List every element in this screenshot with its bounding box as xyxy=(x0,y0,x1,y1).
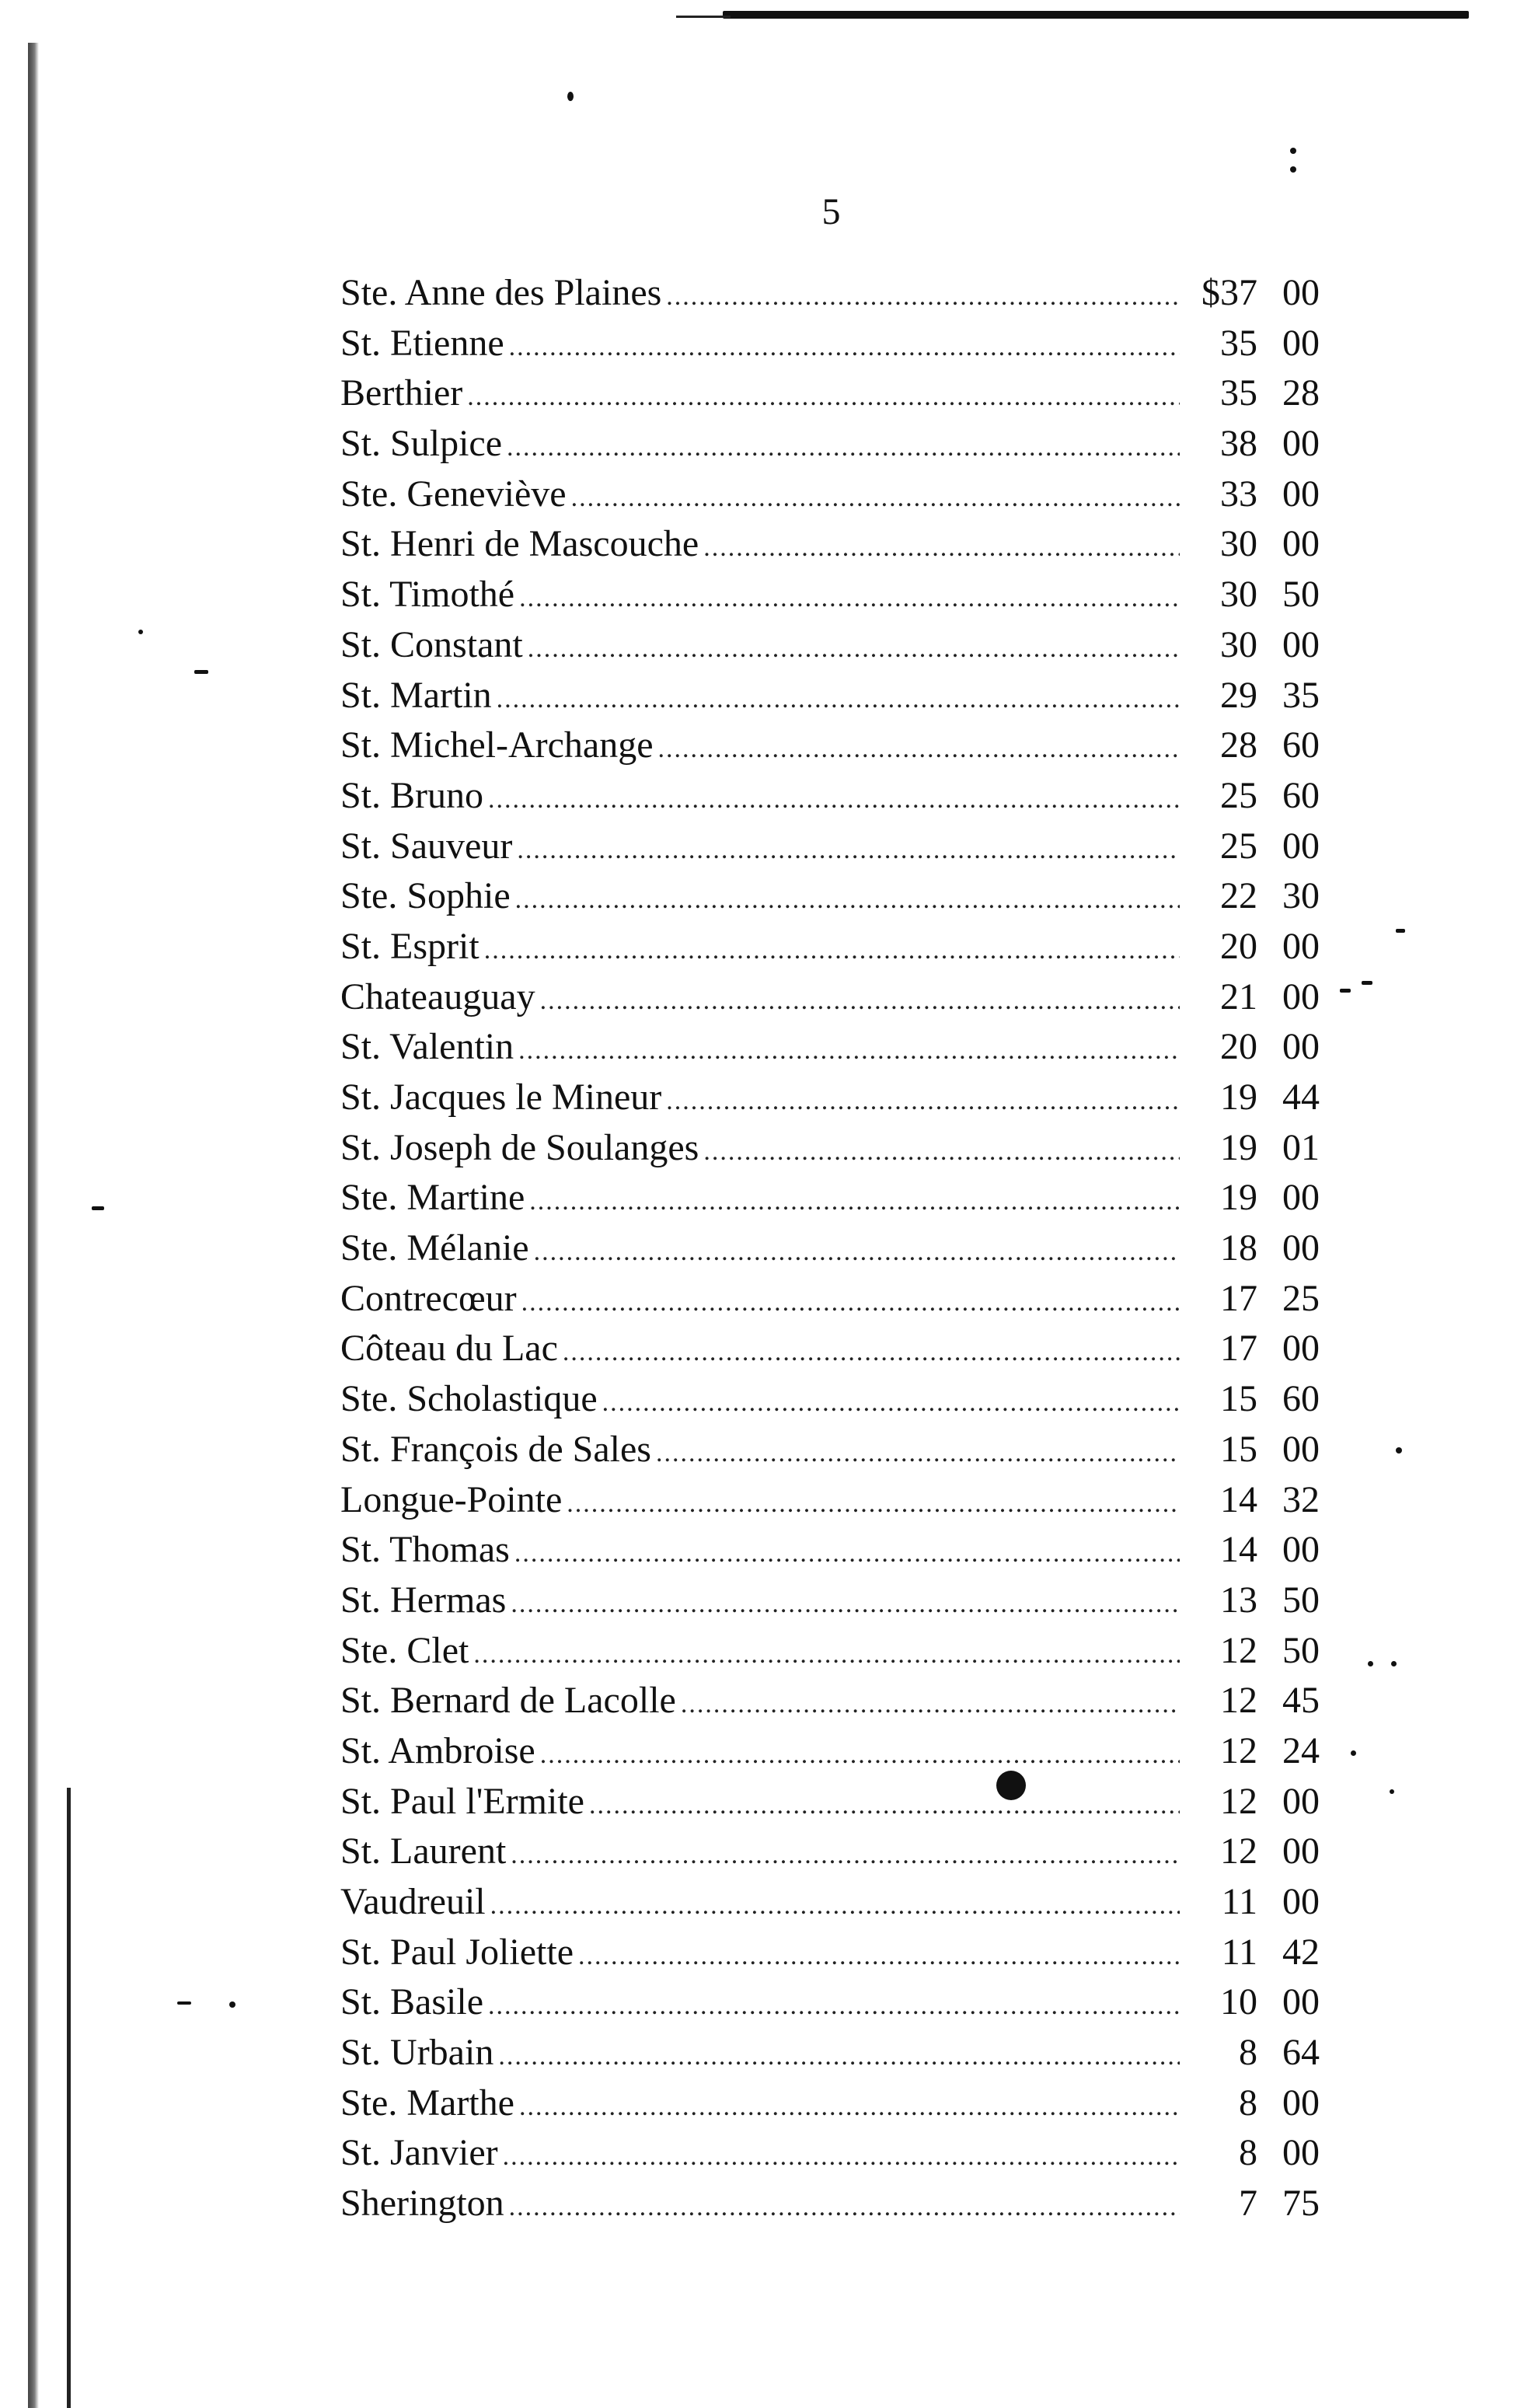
scan-speck xyxy=(1396,1447,1402,1454)
dot-leader xyxy=(563,1328,1180,1378)
amount-cents: 00 xyxy=(1282,1881,1320,1922)
dot-leader xyxy=(681,1680,1180,1730)
parish-name: St. François de Sales xyxy=(340,1428,651,1470)
amount xyxy=(1180,1274,1320,1324)
parish-name: St. Henri de Mascouche xyxy=(340,523,699,565)
dot-leader xyxy=(484,926,1180,976)
list-item xyxy=(340,1173,1320,1223)
dot-leader xyxy=(503,2132,1180,2183)
amount-dollars: 19 xyxy=(1220,1077,1257,1118)
amount-dollars: 20 xyxy=(1220,1026,1257,1068)
amount xyxy=(1180,2179,1320,2229)
parish-name: St. Michel-Archange xyxy=(340,724,654,766)
dot-leader xyxy=(488,775,1180,825)
list-item xyxy=(340,771,1320,822)
amount xyxy=(1180,2028,1320,2078)
amount-dollars: 28 xyxy=(1220,724,1257,766)
top-rule xyxy=(723,11,1469,19)
list-item xyxy=(340,1827,1320,1877)
parish-name: St. Constant xyxy=(340,623,523,665)
amount-dollars: 15 xyxy=(1220,1378,1257,1420)
amount-cents: 30 xyxy=(1282,875,1320,917)
list-item xyxy=(340,721,1320,771)
amount-dollars: 30 xyxy=(1220,623,1257,665)
amount-dollars: 35 xyxy=(1220,322,1257,364)
scan-speck xyxy=(194,670,208,674)
amount xyxy=(1180,469,1320,520)
list-item xyxy=(340,972,1320,1023)
dot-leader xyxy=(473,1630,1180,1680)
parish-name: Vaudreuil xyxy=(340,1881,486,1922)
parish-name: St. Martin xyxy=(340,674,492,716)
parish-name: Contrecœur xyxy=(340,1277,517,1319)
amount-cents: 00 xyxy=(1282,2132,1320,2174)
amount-dollars: 38 xyxy=(1220,423,1257,465)
amount-cents: 75 xyxy=(1282,2183,1320,2225)
scan-speck xyxy=(1390,1789,1394,1794)
amount-cents: 01 xyxy=(1282,1126,1320,1168)
dot-leader xyxy=(589,1781,1180,1831)
amount xyxy=(1180,2128,1320,2179)
amount-dollars: 20 xyxy=(1220,925,1257,967)
amount-cents: 64 xyxy=(1282,2032,1320,2074)
list-item xyxy=(340,1425,1320,1475)
amount xyxy=(1180,922,1320,972)
amount-dollars: 21 xyxy=(1220,975,1257,1017)
list-item xyxy=(340,1223,1320,1274)
list-item xyxy=(340,1877,1320,1928)
amount-dollars: 30 xyxy=(1220,523,1257,565)
amount-dollars: 15 xyxy=(1220,1428,1257,1470)
amount xyxy=(1180,671,1320,721)
amount-dollars: 18 xyxy=(1220,1227,1257,1269)
amount-cents: 60 xyxy=(1282,1378,1320,1420)
parish-name: St. Ambroise xyxy=(340,1729,535,1771)
amount-cents: 00 xyxy=(1282,825,1320,867)
list-item xyxy=(340,469,1320,520)
scan-speck xyxy=(138,630,143,634)
amount xyxy=(1180,1475,1320,1526)
dot-leader xyxy=(519,2082,1180,2133)
amount-cents: 00 xyxy=(1282,925,1320,967)
parish-name: St. Laurent xyxy=(340,1830,507,1872)
list-item xyxy=(340,419,1320,469)
scan-speck xyxy=(92,1206,104,1210)
scan-speck xyxy=(1340,989,1351,993)
list-item xyxy=(340,1475,1320,1526)
amount xyxy=(1180,1173,1320,1223)
amount-dollars: 35 xyxy=(1220,372,1257,414)
dot-leader xyxy=(656,1429,1180,1479)
amount-dollars: 7 xyxy=(1239,2183,1257,2225)
list-item xyxy=(340,570,1320,620)
list-item xyxy=(340,1274,1320,1324)
list-item xyxy=(340,1123,1320,1174)
amount xyxy=(1180,1877,1320,1928)
list-item xyxy=(340,2179,1320,2229)
amount xyxy=(1180,1223,1320,1274)
amount xyxy=(1180,419,1320,469)
page-number: 5 xyxy=(821,191,842,232)
dot-leader xyxy=(498,2032,1180,2082)
amount-dollars: 11 xyxy=(1221,1881,1257,1922)
parish-name: Ste. Clet xyxy=(340,1629,469,1671)
amount-cents: 50 xyxy=(1282,1579,1320,1621)
list-item xyxy=(340,1977,1320,2028)
dot-leader xyxy=(571,473,1180,524)
parish-name: St. Bernard de Lacolle xyxy=(340,1680,676,1722)
amount xyxy=(1180,1928,1320,1978)
scan-speck xyxy=(1391,1661,1397,1666)
scan-speck xyxy=(1351,1750,1356,1756)
amount-dollars: 17 xyxy=(1220,1277,1257,1319)
dot-leader xyxy=(666,272,1180,323)
amount-dollars: 19 xyxy=(1220,1177,1257,1219)
list-item xyxy=(340,1374,1320,1425)
list-item xyxy=(340,1777,1320,1827)
amount-cents: 44 xyxy=(1282,1077,1320,1118)
amount xyxy=(1180,1977,1320,2028)
parish-name: St. Thomas xyxy=(340,1529,510,1571)
list-item xyxy=(340,368,1320,419)
list-item xyxy=(340,2028,1320,2078)
amount xyxy=(1180,771,1320,822)
parish-name: Berthier xyxy=(340,372,463,414)
amount xyxy=(1180,519,1320,570)
amount xyxy=(1180,1123,1320,1174)
amount-cents: 24 xyxy=(1282,1729,1320,1771)
dot-leader xyxy=(521,1278,1180,1328)
list-item xyxy=(340,319,1320,369)
parish-name: Ste. Scholastique xyxy=(340,1378,598,1420)
amount xyxy=(1180,822,1320,872)
parish-name: St. Timothé xyxy=(340,574,515,616)
dot-leader xyxy=(540,1730,1180,1781)
amount-cents: 60 xyxy=(1282,774,1320,816)
amount-dollars: $37 xyxy=(1201,272,1257,313)
parish-name: St. Bruno xyxy=(340,774,484,816)
amount-cents: 00 xyxy=(1282,473,1320,515)
list-item xyxy=(340,1726,1320,1777)
amount-dollars: 12 xyxy=(1220,1729,1257,1771)
parish-name: St. Esprit xyxy=(340,925,480,967)
dot-leader xyxy=(514,1529,1180,1579)
dot-leader xyxy=(658,724,1180,775)
parish-name: Ste. Mélanie xyxy=(340,1227,529,1269)
amount-cents: 00 xyxy=(1282,1830,1320,1872)
parish-name: Ste. Sophie xyxy=(340,875,511,917)
amount-cents: 28 xyxy=(1282,372,1320,414)
amount-cents: 00 xyxy=(1282,1026,1320,1068)
scan-speck xyxy=(1290,166,1296,173)
amount xyxy=(1180,570,1320,620)
amount xyxy=(1180,2078,1320,2129)
list-item xyxy=(340,671,1320,721)
amount-cents: 50 xyxy=(1282,1629,1320,1671)
list-item xyxy=(340,1073,1320,1123)
dot-leader xyxy=(567,1479,1180,1530)
amount-cents: 35 xyxy=(1282,674,1320,716)
amount-dollars: 12 xyxy=(1220,1680,1257,1722)
amount-cents: 00 xyxy=(1282,1328,1320,1370)
amount-cents: 00 xyxy=(1282,623,1320,665)
parish-name: St. Hermas xyxy=(340,1579,507,1621)
dot-leader xyxy=(540,976,1180,1027)
parish-name: Ste. Anne des Plaines xyxy=(340,272,662,313)
parish-amount-list xyxy=(340,268,1320,2229)
list-item xyxy=(340,1576,1320,1626)
dot-leader xyxy=(509,323,1180,373)
list-item xyxy=(340,519,1320,570)
dot-leader xyxy=(511,1579,1180,1630)
amount-dollars: 25 xyxy=(1220,774,1257,816)
list-item xyxy=(340,620,1320,671)
dot-leader xyxy=(528,624,1180,675)
parish-name: St. Paul Joliette xyxy=(340,1931,574,1973)
amount xyxy=(1180,1676,1320,1726)
dot-leader xyxy=(518,1026,1180,1077)
amount xyxy=(1180,368,1320,419)
amount xyxy=(1180,721,1320,771)
parish-name: St. Valentin xyxy=(340,1026,514,1068)
amount-dollars: 30 xyxy=(1220,574,1257,616)
scan-speck xyxy=(1362,981,1372,985)
amount xyxy=(1180,1374,1320,1425)
dot-leader xyxy=(703,1127,1180,1178)
amount xyxy=(1180,1777,1320,1827)
top-rule-fragment xyxy=(676,16,731,18)
amount-cents: 60 xyxy=(1282,724,1320,766)
dot-leader xyxy=(519,574,1180,624)
list-item xyxy=(340,1928,1320,1978)
amount-dollars: 8 xyxy=(1239,2132,1257,2174)
amount-dollars: 14 xyxy=(1220,1478,1257,1520)
amount xyxy=(1180,1425,1320,1475)
amount xyxy=(1180,268,1320,319)
amount-cents: 00 xyxy=(1282,1981,1320,2023)
dot-leader xyxy=(497,675,1180,725)
list-item xyxy=(340,268,1320,319)
amount-cents: 00 xyxy=(1282,322,1320,364)
amount-cents: 00 xyxy=(1282,1780,1320,1822)
amount-dollars: 11 xyxy=(1221,1931,1257,1973)
parish-name: St. Jacques le Mineur xyxy=(340,1077,662,1118)
amount-cents: 25 xyxy=(1282,1277,1320,1319)
page-binding-edge xyxy=(28,43,39,2408)
parish-name: Ste. Martine xyxy=(340,1177,525,1219)
amount-dollars: 25 xyxy=(1220,825,1257,867)
dot-leader xyxy=(509,2183,1180,2233)
parish-name: St. Sulpice xyxy=(340,423,503,465)
parish-name: Chateauguay xyxy=(340,975,535,1017)
amount xyxy=(1180,319,1320,369)
scan-speck xyxy=(1368,1661,1373,1666)
parish-name: St. Joseph de Soulanges xyxy=(340,1126,699,1168)
parish-name: Sherington xyxy=(340,2183,504,2225)
amount xyxy=(1180,972,1320,1023)
amount-cents: 00 xyxy=(1282,1428,1320,1470)
dot-leader xyxy=(467,372,1180,423)
amount-cents: 42 xyxy=(1282,1931,1320,1973)
page-binding-edge-inner xyxy=(67,1788,71,2408)
amount-cents: 00 xyxy=(1282,2082,1320,2124)
scan-speck xyxy=(1396,929,1405,933)
amount xyxy=(1180,1576,1320,1626)
amount-dollars: 29 xyxy=(1220,674,1257,716)
amount xyxy=(1180,871,1320,922)
amount-dollars: 12 xyxy=(1220,1830,1257,1872)
scan-speck xyxy=(567,92,574,101)
parish-name: St. Janvier xyxy=(340,2132,498,2174)
amount-dollars: 13 xyxy=(1220,1579,1257,1621)
amount xyxy=(1180,1073,1320,1123)
amount-dollars: 12 xyxy=(1220,1780,1257,1822)
amount-cents: 45 xyxy=(1282,1680,1320,1722)
list-item xyxy=(340,1626,1320,1677)
amount-dollars: 22 xyxy=(1220,875,1257,917)
parish-name: Côteau du Lac xyxy=(340,1328,558,1370)
list-item xyxy=(340,2128,1320,2179)
amount-dollars: 10 xyxy=(1220,1981,1257,2023)
dot-leader xyxy=(666,1077,1180,1127)
scan-speck xyxy=(177,2001,191,2005)
list-item xyxy=(340,2078,1320,2129)
dot-leader xyxy=(507,423,1180,473)
amount xyxy=(1180,1827,1320,1877)
parish-name: St. Paul l'Ermite xyxy=(340,1780,584,1822)
dot-leader xyxy=(488,1981,1180,2032)
dot-leader xyxy=(517,825,1180,876)
amount xyxy=(1180,1022,1320,1073)
amount-dollars: 14 xyxy=(1220,1529,1257,1571)
amount-dollars: 8 xyxy=(1239,2032,1257,2074)
parish-name: Ste. Marthe xyxy=(340,2082,514,2124)
dot-leader xyxy=(578,1932,1180,1982)
amount xyxy=(1180,620,1320,671)
dot-leader xyxy=(515,875,1180,926)
amount xyxy=(1180,1525,1320,1576)
dot-leader xyxy=(534,1227,1180,1278)
list-item xyxy=(340,822,1320,872)
amount-cents: 00 xyxy=(1282,1177,1320,1219)
amount-dollars: 19 xyxy=(1220,1126,1257,1168)
amount-cents: 00 xyxy=(1282,1227,1320,1269)
dot-leader xyxy=(602,1378,1180,1429)
amount-dollars: 8 xyxy=(1239,2082,1257,2124)
amount-cents: 00 xyxy=(1282,975,1320,1017)
amount-cents: 00 xyxy=(1282,523,1320,565)
amount-cents: 50 xyxy=(1282,574,1320,616)
parish-name: St. Basile xyxy=(340,1981,484,2023)
parish-name: Ste. Geneviève xyxy=(340,473,567,515)
list-item xyxy=(340,1324,1320,1374)
list-item xyxy=(340,1022,1320,1073)
amount xyxy=(1180,1324,1320,1374)
amount-cents: 00 xyxy=(1282,1529,1320,1571)
scan-speck xyxy=(1290,148,1296,154)
list-item xyxy=(340,1676,1320,1726)
dot-leader xyxy=(703,523,1180,574)
parish-name: St. Etienne xyxy=(340,322,504,364)
amount xyxy=(1180,1726,1320,1777)
dot-leader xyxy=(490,1881,1180,1932)
parish-name: St. Sauveur xyxy=(340,825,513,867)
amount-dollars: 33 xyxy=(1220,473,1257,515)
amount-dollars: 17 xyxy=(1220,1328,1257,1370)
parish-name: St. Urbain xyxy=(340,2032,494,2074)
scan-speck xyxy=(229,2001,235,2008)
list-item xyxy=(340,922,1320,972)
list-item xyxy=(340,1525,1320,1576)
amount xyxy=(1180,1626,1320,1677)
parish-name: Longue-Pointe xyxy=(340,1478,563,1520)
amount-dollars: 12 xyxy=(1220,1629,1257,1671)
amount-cents: 00 xyxy=(1282,423,1320,465)
dot-leader xyxy=(529,1177,1180,1227)
amount-cents: 32 xyxy=(1282,1478,1320,1520)
amount-cents: 00 xyxy=(1282,272,1320,313)
list-item xyxy=(340,871,1320,922)
dot-leader xyxy=(511,1830,1180,1881)
